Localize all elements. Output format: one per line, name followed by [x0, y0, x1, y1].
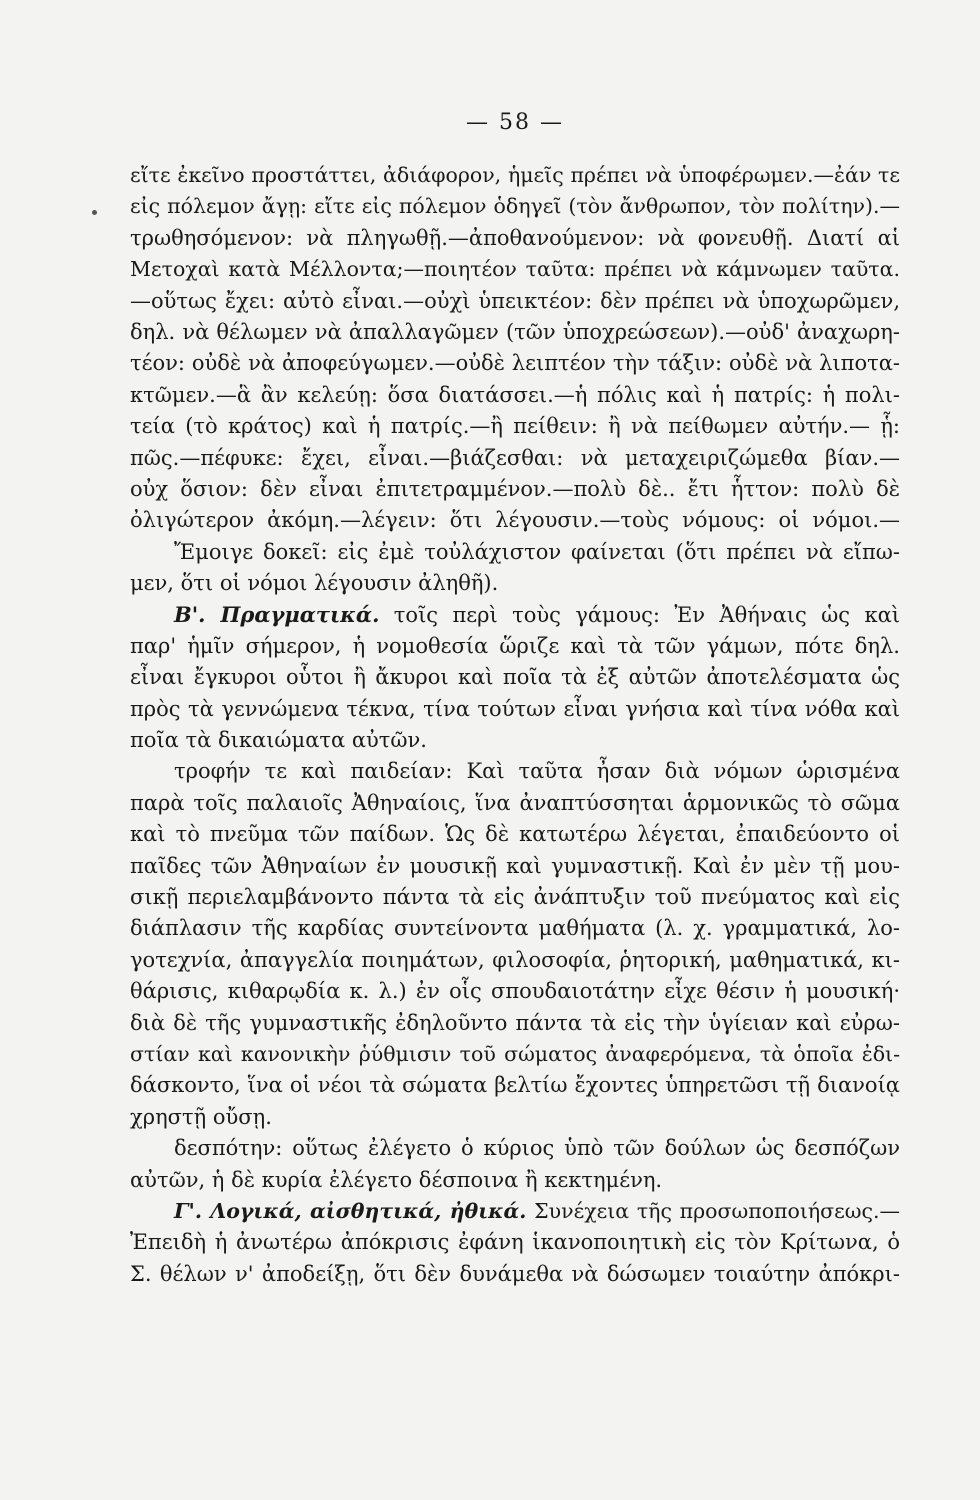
- text-line: δεσπότην: οὕτως ἐλέγετο ὁ κύριος ὑπὸ τῶν δούλων ὡς δεσπόζων: [174, 1136, 900, 1161]
- text-line: οὐχ ὅσιον: δὲν εἶναι ἐπιτετραμμένον.—πολὺ δὲ.. ἔτι ἧττον: πολὺ δὲ: [130, 476, 900, 501]
- section-heading-g: Γ'. Λογικά, αἰσθητικά, ἠθικά. Συνέχεια τῆς προσωποποιήσεως.—: [174, 1198, 900, 1223]
- text-line: ὀλιγώτερον ἀκόμη.—λέγειν: ὅτι λέγουσιν.—τοὺς νόμους: οἱ νόμοι.—: [130, 508, 900, 533]
- text-line: τέον: οὐδὲ νὰ ἀποφεύγωμεν.—οὐδὲ λειπτέον τὴν τάξιν: οὐδὲ νὰ λιποτα-: [130, 351, 900, 376]
- text-line: δάσκοντο, ἵνα οἱ νέοι τὰ σώματα βελτίω ἔχοντες ὑπηρετῶσι τῇ διανοίᾳ: [130, 1073, 900, 1098]
- text-line: παῖδες τῶν Ἀθηναίων ἐν μουσικῇ καὶ γυμναστικῇ. Καὶ ἐν μὲν τῇ μου-: [130, 853, 900, 878]
- text-line: πῶς.—πέφυκε: ἔχει, εἶναι.—βιάζεσθαι: νὰ μεταχειριζώμεθα βίαν.—: [130, 445, 900, 470]
- text-line: Ἐπειδὴ ἡ ἀνωτέρω ἀπόκρισις ἐφάνη ἱκανοποιητικὴ εἰς τὸν Κρίτωνα, ὁ: [130, 1230, 900, 1255]
- text-line: τρωθησόμενον: νὰ πληγωθῇ.—ἀποθανούμενον: νὰ φονευθῇ. Διατί αἱ: [130, 225, 900, 250]
- text-line: εἰς πόλεμον ἄγῃ: εἴτε εἰς πόλεμον ὁδηγεῖ (τὸν ἄνθρωπον, τὸν πολίτην).—: [130, 194, 900, 219]
- text-line: πρὸς τὰ γεννώμενα τέκνα, τίνα τούτων εἶναι γνήσια καὶ τίνα νόθα καὶ: [130, 696, 900, 721]
- text-line: κτῶμεν.—ἃ ἂν κελεύῃ: ὅσα διατάσσει.—ἡ πόλις καὶ ἡ πατρίς: ἡ πολι-: [130, 382, 900, 407]
- text-line: εἴτε ἐκεῖνο προστάττει, ἀδιάφορον, ἡμεῖς πρέπει νὰ ὑποφέρωμεν.—ἐάν τε: [130, 163, 900, 187]
- text-line: αὐτῶν, ἡ δὲ κυρία ἐλέγετο δέσποινα ἢ κεκτημένη.: [130, 1167, 663, 1192]
- text-line: δηλ. νὰ θέλωμεν νὰ ἀπαλλαγῶμεν (τῶν ὑποχρεώσεων).—οὐδ' ἀναχωρη-: [130, 319, 900, 344]
- text-line: καὶ τὸ πνεῦμα τῶν παίδων. Ὡς δὲ κατωτέρω λέγεται, ἐπαιδεύοντο οἱ: [130, 822, 900, 847]
- text-line: εἶναι ἔγκυροι οὗτοι ἢ ἄκυροι καὶ ποῖα τὰ ἐξ αὐτῶν ἀποτελέσματα ὡς: [130, 665, 900, 690]
- text-line: γοτεχνία, ἀπαγγελία ποιημάτων, φιλοσοφία, ῥητορική, μαθηματικά, κι-: [130, 947, 900, 972]
- page-number: — 58 —: [466, 110, 564, 135]
- heading-lead: Β'. Πραγματικά.: [174, 602, 380, 628]
- text-line: διάπλασιν τῆς καρδίας συντείνοντα μαθήματα (λ. χ. γραμματικά, λο-: [130, 916, 900, 941]
- text-line: σικῇ περιελαμβάνοντο πάντα τὰ εἰς ἀνάπτυξιν τοῦ πνεύματος καὶ εἰς: [130, 884, 900, 909]
- section-heading-b: Β'. Πραγματικά. τοῖς περὶ τοὺς γάμους: Ἐν Ἀθήναις ὡς καὶ: [174, 602, 900, 628]
- text-line: Ἔμοιγε δοκεῖ: εἰς ἐμὲ τοὐλάχιστον φαίνεται (ὅτι πρέπει νὰ εἴπω-: [174, 539, 900, 564]
- text-line: θάρισις, κιθαρῳδία κ. λ.) ἐν οἷς σπουδαιοτάτην εἶχε θέσιν ἡ μουσική·: [130, 979, 900, 1004]
- text-line: —οὕτως ἔχει: αὐτὸ εἶναι.—οὐχὶ ὑπεικτέον: δὲν πρέπει νὰ ὑποχωρῶμεν,: [130, 288, 900, 313]
- body-text: [130, 160, 900, 1290]
- text-line: χρηστῇ οὔσῃ.: [130, 1104, 272, 1129]
- text-line: τεία (τὸ κράτος) καὶ ἡ πατρίς.—ἢ πείθειν: ἢ νὰ πείθωμεν αὐτήν.— ᾗ:: [130, 414, 900, 439]
- text-line: Μετοχαὶ κατὰ Μέλλοντα;—ποιητέον ταῦτα: πρέπει νὰ κάμνωμεν ταῦτα.: [130, 257, 900, 282]
- text-line: ποῖα τὰ δικαιώματα αὐτῶν.: [130, 728, 427, 753]
- text-line: διὰ δὲ τῆς γυμναστικῆς ἐδηλοῦντο πάντα τὰ εἰς τὴν ὑγίειαν καὶ εὐρω-: [130, 1010, 900, 1035]
- text-line: Σ. θέλων ν' ἀποδείξῃ, ὅτι δὲν δυνάμεθα νὰ δώσωμεν τοιαύτην ἀπόκρι-: [130, 1261, 900, 1286]
- text-line: παρὰ τοῖς παλαιοῖς Ἀθηναίοις, ἵνα ἀναπτύσσηται ἁρμονικῶς τὸ σῶμα: [130, 790, 900, 815]
- ink-speck: [92, 210, 97, 215]
- text-line: παρ' ἡμῖν σήμερον, ἡ νομοθεσία ὥριζε καὶ τὰ τῶν γάμων, πότε δηλ.: [130, 633, 900, 658]
- heading-lead: Γ'. Λογικά, αἰσθητικά, ἠθικά.: [174, 1198, 527, 1223]
- text-line: τροφήν τε καὶ παιδείαν: Καὶ ταῦτα ἦσαν διὰ νόμων ὡρισμένα: [174, 759, 900, 784]
- text-line: στίαν καὶ κανονικὴν ῥύθμισιν τοῦ σώματος ἀναφερόμενα, τὰ ὁποῖα ἐδι-: [130, 1041, 900, 1066]
- text-line: μεν, ὅτι οἱ νόμοι λέγουσιν ἀληθῆ).: [130, 571, 499, 596]
